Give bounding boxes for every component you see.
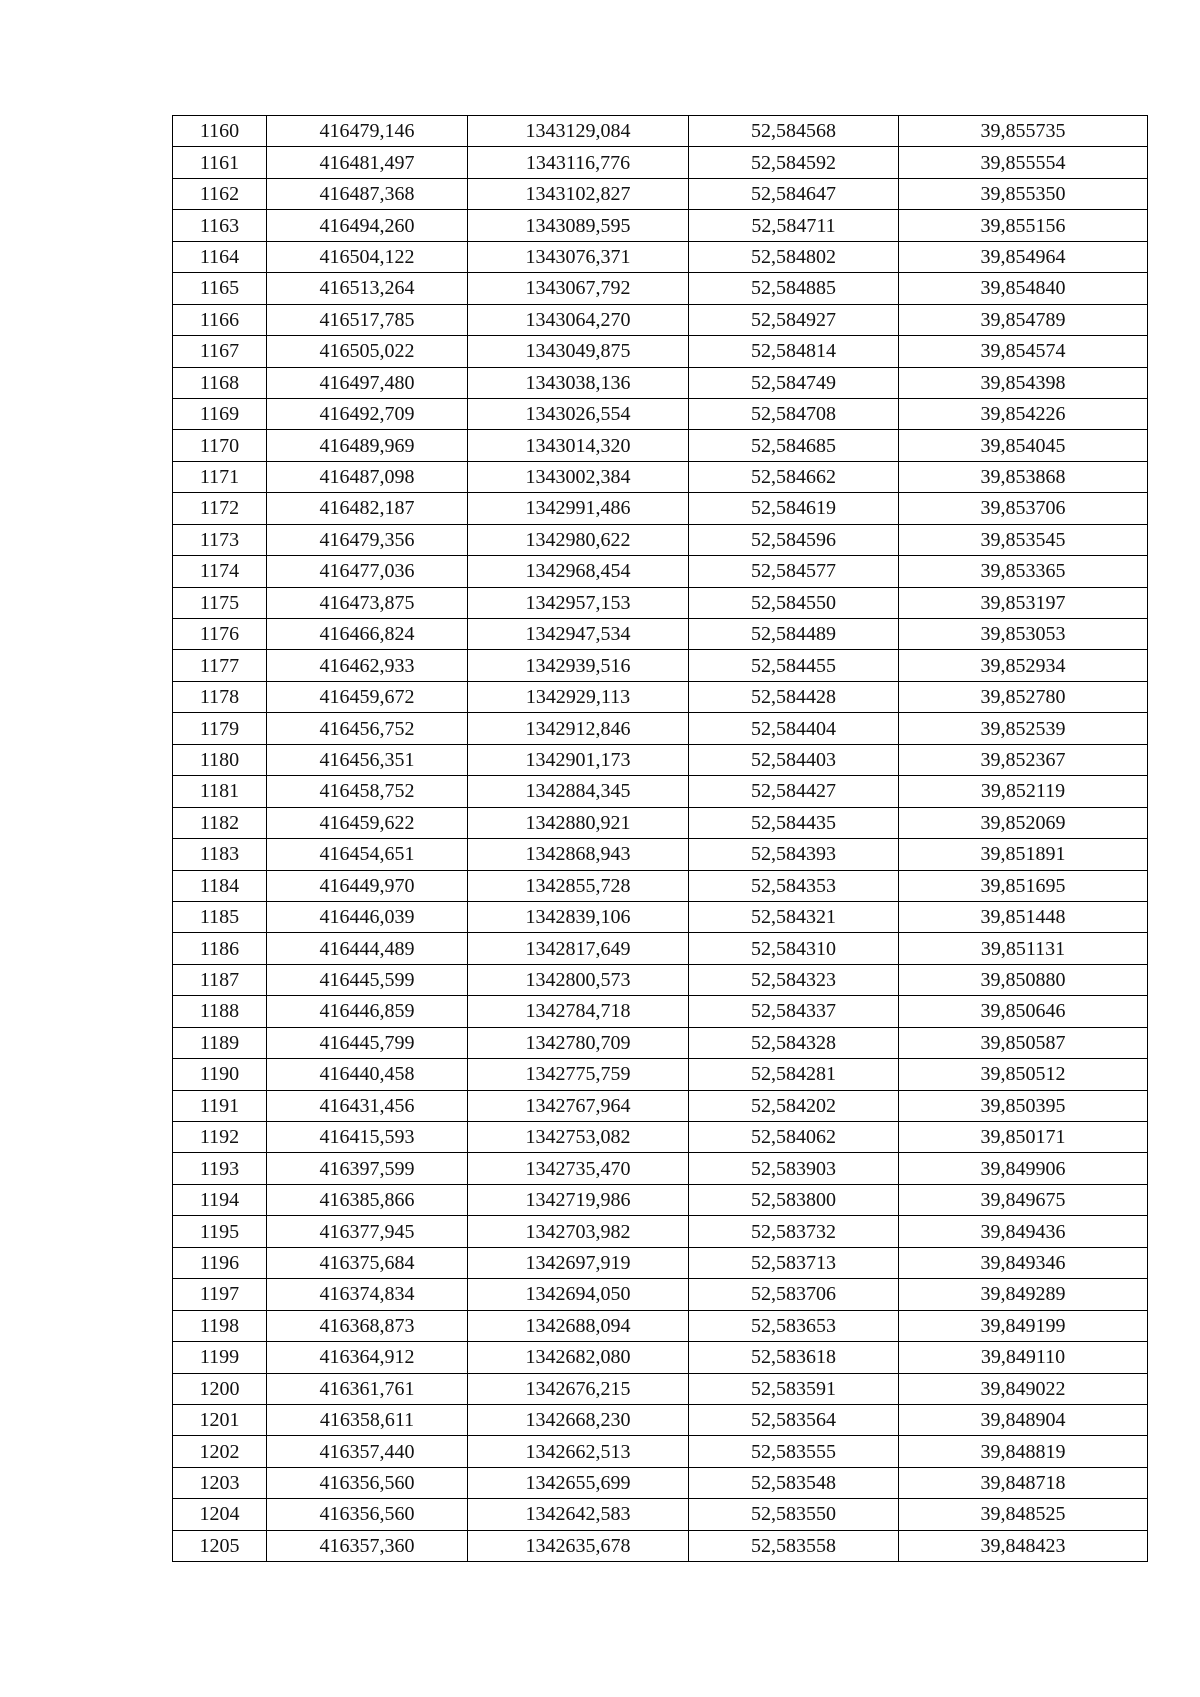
x-coordinate-cell: 416466,824 bbox=[267, 619, 468, 650]
point-number-cell: 1184 bbox=[173, 870, 267, 901]
latitude-cell: 52,584647 bbox=[689, 178, 899, 209]
point-number-cell: 1192 bbox=[173, 1122, 267, 1153]
point-number-cell: 1177 bbox=[173, 650, 267, 681]
longitude-cell: 39,853545 bbox=[899, 524, 1148, 555]
table-row bbox=[173, 336, 1148, 367]
latitude-cell: 52,584435 bbox=[689, 807, 899, 838]
longitude-cell: 39,853365 bbox=[899, 556, 1148, 587]
table-row bbox=[173, 1027, 1148, 1058]
coordinates-table bbox=[172, 115, 1148, 1562]
longitude-cell: 39,853868 bbox=[899, 461, 1148, 492]
table-row bbox=[173, 147, 1148, 178]
table-row bbox=[173, 776, 1148, 807]
x-coordinate-cell: 416446,859 bbox=[267, 996, 468, 1027]
point-number-cell: 1203 bbox=[173, 1467, 267, 1498]
table-row bbox=[173, 493, 1148, 524]
longitude-cell: 39,852069 bbox=[899, 807, 1148, 838]
y-coordinate-cell: 1342884,345 bbox=[468, 776, 689, 807]
x-coordinate-cell: 416446,039 bbox=[267, 901, 468, 932]
y-coordinate-cell: 1342775,759 bbox=[468, 1059, 689, 1090]
table-row bbox=[173, 807, 1148, 838]
longitude-cell: 39,849199 bbox=[899, 1310, 1148, 1341]
y-coordinate-cell: 1343102,827 bbox=[468, 178, 689, 209]
y-coordinate-cell: 1342697,919 bbox=[468, 1247, 689, 1278]
latitude-cell: 52,584281 bbox=[689, 1059, 899, 1090]
longitude-cell: 39,854226 bbox=[899, 398, 1148, 429]
point-number-cell: 1181 bbox=[173, 776, 267, 807]
longitude-cell: 39,849675 bbox=[899, 1184, 1148, 1215]
y-coordinate-cell: 1342703,982 bbox=[468, 1216, 689, 1247]
point-number-cell: 1172 bbox=[173, 493, 267, 524]
table-row bbox=[173, 304, 1148, 335]
latitude-cell: 52,583555 bbox=[689, 1436, 899, 1467]
y-coordinate-cell: 1343076,371 bbox=[468, 241, 689, 272]
coordinates-table-body bbox=[173, 116, 1148, 1562]
y-coordinate-cell: 1342968,454 bbox=[468, 556, 689, 587]
latitude-cell: 52,584328 bbox=[689, 1027, 899, 1058]
table-row bbox=[173, 996, 1148, 1027]
point-number-cell: 1189 bbox=[173, 1027, 267, 1058]
latitude-cell: 52,584353 bbox=[689, 870, 899, 901]
x-coordinate-cell: 416415,593 bbox=[267, 1122, 468, 1153]
y-coordinate-cell: 1342929,113 bbox=[468, 681, 689, 712]
x-coordinate-cell: 416489,969 bbox=[267, 430, 468, 461]
latitude-cell: 52,584592 bbox=[689, 147, 899, 178]
point-number-cell: 1185 bbox=[173, 901, 267, 932]
table-row bbox=[173, 619, 1148, 650]
table-row bbox=[173, 116, 1148, 147]
y-coordinate-cell: 1342655,699 bbox=[468, 1467, 689, 1498]
x-coordinate-cell: 416458,752 bbox=[267, 776, 468, 807]
latitude-cell: 52,584337 bbox=[689, 996, 899, 1027]
longitude-cell: 39,852780 bbox=[899, 681, 1148, 712]
latitude-cell: 52,584062 bbox=[689, 1122, 899, 1153]
table-row bbox=[173, 430, 1148, 461]
x-coordinate-cell: 416479,146 bbox=[267, 116, 468, 147]
point-number-cell: 1180 bbox=[173, 744, 267, 775]
x-coordinate-cell: 416481,497 bbox=[267, 147, 468, 178]
point-number-cell: 1188 bbox=[173, 996, 267, 1027]
y-coordinate-cell: 1343038,136 bbox=[468, 367, 689, 398]
y-coordinate-cell: 1342901,173 bbox=[468, 744, 689, 775]
y-coordinate-cell: 1343014,320 bbox=[468, 430, 689, 461]
latitude-cell: 52,584403 bbox=[689, 744, 899, 775]
point-number-cell: 1193 bbox=[173, 1153, 267, 1184]
x-coordinate-cell: 416357,440 bbox=[267, 1436, 468, 1467]
point-number-cell: 1194 bbox=[173, 1184, 267, 1215]
latitude-cell: 52,583558 bbox=[689, 1530, 899, 1561]
latitude-cell: 52,584393 bbox=[689, 839, 899, 870]
x-coordinate-cell: 416356,560 bbox=[267, 1467, 468, 1498]
table-row bbox=[173, 681, 1148, 712]
x-coordinate-cell: 416494,260 bbox=[267, 210, 468, 241]
latitude-cell: 52,583800 bbox=[689, 1184, 899, 1215]
point-number-cell: 1195 bbox=[173, 1216, 267, 1247]
y-coordinate-cell: 1342800,573 bbox=[468, 964, 689, 995]
longitude-cell: 39,849289 bbox=[899, 1279, 1148, 1310]
x-coordinate-cell: 416440,458 bbox=[267, 1059, 468, 1090]
y-coordinate-cell: 1343064,270 bbox=[468, 304, 689, 335]
point-number-cell: 1182 bbox=[173, 807, 267, 838]
table-row bbox=[173, 367, 1148, 398]
latitude-cell: 52,584814 bbox=[689, 336, 899, 367]
point-number-cell: 1190 bbox=[173, 1059, 267, 1090]
longitude-cell: 39,855350 bbox=[899, 178, 1148, 209]
x-coordinate-cell: 416375,684 bbox=[267, 1247, 468, 1278]
y-coordinate-cell: 1342676,215 bbox=[468, 1373, 689, 1404]
latitude-cell: 52,584596 bbox=[689, 524, 899, 555]
latitude-cell: 52,584310 bbox=[689, 933, 899, 964]
latitude-cell: 52,583653 bbox=[689, 1310, 899, 1341]
longitude-cell: 39,853197 bbox=[899, 587, 1148, 618]
table-row bbox=[173, 713, 1148, 744]
point-number-cell: 1202 bbox=[173, 1436, 267, 1467]
table-row bbox=[173, 1090, 1148, 1121]
x-coordinate-cell: 416473,875 bbox=[267, 587, 468, 618]
table-row bbox=[173, 1342, 1148, 1373]
x-coordinate-cell: 416374,834 bbox=[267, 1279, 468, 1310]
y-coordinate-cell: 1342839,106 bbox=[468, 901, 689, 932]
x-coordinate-cell: 416445,799 bbox=[267, 1027, 468, 1058]
longitude-cell: 39,849346 bbox=[899, 1247, 1148, 1278]
table-row bbox=[173, 1530, 1148, 1561]
longitude-cell: 39,855156 bbox=[899, 210, 1148, 241]
latitude-cell: 52,584577 bbox=[689, 556, 899, 587]
latitude-cell: 52,583903 bbox=[689, 1153, 899, 1184]
table-row bbox=[173, 1436, 1148, 1467]
point-number-cell: 1178 bbox=[173, 681, 267, 712]
y-coordinate-cell: 1342880,921 bbox=[468, 807, 689, 838]
longitude-cell: 39,850646 bbox=[899, 996, 1148, 1027]
longitude-cell: 39,852934 bbox=[899, 650, 1148, 681]
table-row bbox=[173, 1373, 1148, 1404]
longitude-cell: 39,848718 bbox=[899, 1467, 1148, 1498]
table-row bbox=[173, 556, 1148, 587]
longitude-cell: 39,853053 bbox=[899, 619, 1148, 650]
y-coordinate-cell: 1342688,094 bbox=[468, 1310, 689, 1341]
y-coordinate-cell: 1343089,595 bbox=[468, 210, 689, 241]
x-coordinate-cell: 416497,480 bbox=[267, 367, 468, 398]
x-coordinate-cell: 416364,912 bbox=[267, 1342, 468, 1373]
y-coordinate-cell: 1343026,554 bbox=[468, 398, 689, 429]
point-number-cell: 1170 bbox=[173, 430, 267, 461]
table-row bbox=[173, 587, 1148, 618]
point-number-cell: 1163 bbox=[173, 210, 267, 241]
longitude-cell: 39,850395 bbox=[899, 1090, 1148, 1121]
longitude-cell: 39,848904 bbox=[899, 1404, 1148, 1435]
table-row bbox=[173, 461, 1148, 492]
point-number-cell: 1169 bbox=[173, 398, 267, 429]
y-coordinate-cell: 1342991,486 bbox=[468, 493, 689, 524]
table-row bbox=[173, 1247, 1148, 1278]
point-number-cell: 1204 bbox=[173, 1499, 267, 1530]
longitude-cell: 39,852539 bbox=[899, 713, 1148, 744]
y-coordinate-cell: 1342642,583 bbox=[468, 1499, 689, 1530]
latitude-cell: 52,584885 bbox=[689, 273, 899, 304]
x-coordinate-cell: 416456,752 bbox=[267, 713, 468, 744]
longitude-cell: 39,854789 bbox=[899, 304, 1148, 335]
latitude-cell: 52,584802 bbox=[689, 241, 899, 272]
x-coordinate-cell: 416368,873 bbox=[267, 1310, 468, 1341]
longitude-cell: 39,850512 bbox=[899, 1059, 1148, 1090]
x-coordinate-cell: 416482,187 bbox=[267, 493, 468, 524]
x-coordinate-cell: 416377,945 bbox=[267, 1216, 468, 1247]
latitude-cell: 52,583706 bbox=[689, 1279, 899, 1310]
x-coordinate-cell: 416454,651 bbox=[267, 839, 468, 870]
point-number-cell: 1186 bbox=[173, 933, 267, 964]
longitude-cell: 39,850171 bbox=[899, 1122, 1148, 1153]
point-number-cell: 1191 bbox=[173, 1090, 267, 1121]
longitude-cell: 39,851131 bbox=[899, 933, 1148, 964]
longitude-cell: 39,849436 bbox=[899, 1216, 1148, 1247]
longitude-cell: 39,854398 bbox=[899, 367, 1148, 398]
point-number-cell: 1174 bbox=[173, 556, 267, 587]
latitude-cell: 52,583713 bbox=[689, 1247, 899, 1278]
longitude-cell: 39,850587 bbox=[899, 1027, 1148, 1058]
point-number-cell: 1198 bbox=[173, 1310, 267, 1341]
table-row bbox=[173, 901, 1148, 932]
latitude-cell: 52,583548 bbox=[689, 1467, 899, 1498]
y-coordinate-cell: 1342682,080 bbox=[468, 1342, 689, 1373]
table-row bbox=[173, 1216, 1148, 1247]
table-row bbox=[173, 273, 1148, 304]
x-coordinate-cell: 416459,622 bbox=[267, 807, 468, 838]
latitude-cell: 52,584711 bbox=[689, 210, 899, 241]
x-coordinate-cell: 416361,761 bbox=[267, 1373, 468, 1404]
longitude-cell: 39,854045 bbox=[899, 430, 1148, 461]
latitude-cell: 52,584927 bbox=[689, 304, 899, 335]
x-coordinate-cell: 416487,368 bbox=[267, 178, 468, 209]
y-coordinate-cell: 1342980,622 bbox=[468, 524, 689, 555]
longitude-cell: 39,849906 bbox=[899, 1153, 1148, 1184]
point-number-cell: 1187 bbox=[173, 964, 267, 995]
longitude-cell: 39,855554 bbox=[899, 147, 1148, 178]
longitude-cell: 39,852367 bbox=[899, 744, 1148, 775]
latitude-cell: 52,584662 bbox=[689, 461, 899, 492]
longitude-cell: 39,852119 bbox=[899, 776, 1148, 807]
y-coordinate-cell: 1342780,709 bbox=[468, 1027, 689, 1058]
latitude-cell: 52,583550 bbox=[689, 1499, 899, 1530]
table-row bbox=[173, 1404, 1148, 1435]
y-coordinate-cell: 1342868,943 bbox=[468, 839, 689, 870]
latitude-cell: 52,584321 bbox=[689, 901, 899, 932]
latitude-cell: 52,583732 bbox=[689, 1216, 899, 1247]
longitude-cell: 39,851448 bbox=[899, 901, 1148, 932]
point-number-cell: 1201 bbox=[173, 1404, 267, 1435]
y-coordinate-cell: 1343129,084 bbox=[468, 116, 689, 147]
longitude-cell: 39,854964 bbox=[899, 241, 1148, 272]
x-coordinate-cell: 416479,356 bbox=[267, 524, 468, 555]
x-coordinate-cell: 416487,098 bbox=[267, 461, 468, 492]
x-coordinate-cell: 416505,022 bbox=[267, 336, 468, 367]
table-row bbox=[173, 178, 1148, 209]
point-number-cell: 1173 bbox=[173, 524, 267, 555]
x-coordinate-cell: 416449,970 bbox=[267, 870, 468, 901]
table-row bbox=[173, 398, 1148, 429]
y-coordinate-cell: 1342784,718 bbox=[468, 996, 689, 1027]
x-coordinate-cell: 416356,560 bbox=[267, 1499, 468, 1530]
x-coordinate-cell: 416431,456 bbox=[267, 1090, 468, 1121]
latitude-cell: 52,584202 bbox=[689, 1090, 899, 1121]
table-row bbox=[173, 210, 1148, 241]
y-coordinate-cell: 1342668,230 bbox=[468, 1404, 689, 1435]
y-coordinate-cell: 1343116,776 bbox=[468, 147, 689, 178]
table-row bbox=[173, 1279, 1148, 1310]
x-coordinate-cell: 416445,599 bbox=[267, 964, 468, 995]
point-number-cell: 1161 bbox=[173, 147, 267, 178]
point-number-cell: 1164 bbox=[173, 241, 267, 272]
longitude-cell: 39,848819 bbox=[899, 1436, 1148, 1467]
table-row bbox=[173, 650, 1148, 681]
longitude-cell: 39,853706 bbox=[899, 493, 1148, 524]
y-coordinate-cell: 1343049,875 bbox=[468, 336, 689, 367]
table-row bbox=[173, 839, 1148, 870]
longitude-cell: 39,849022 bbox=[899, 1373, 1148, 1404]
y-coordinate-cell: 1342912,846 bbox=[468, 713, 689, 744]
latitude-cell: 52,584489 bbox=[689, 619, 899, 650]
y-coordinate-cell: 1342855,728 bbox=[468, 870, 689, 901]
longitude-cell: 39,855735 bbox=[899, 116, 1148, 147]
x-coordinate-cell: 416357,360 bbox=[267, 1530, 468, 1561]
table-row bbox=[173, 744, 1148, 775]
x-coordinate-cell: 416462,933 bbox=[267, 650, 468, 681]
point-number-cell: 1197 bbox=[173, 1279, 267, 1310]
x-coordinate-cell: 416397,599 bbox=[267, 1153, 468, 1184]
x-coordinate-cell: 416492,709 bbox=[267, 398, 468, 429]
point-number-cell: 1175 bbox=[173, 587, 267, 618]
latitude-cell: 52,584619 bbox=[689, 493, 899, 524]
point-number-cell: 1205 bbox=[173, 1530, 267, 1561]
x-coordinate-cell: 416358,611 bbox=[267, 1404, 468, 1435]
longitude-cell: 39,851695 bbox=[899, 870, 1148, 901]
y-coordinate-cell: 1342947,534 bbox=[468, 619, 689, 650]
y-coordinate-cell: 1342635,678 bbox=[468, 1530, 689, 1561]
y-coordinate-cell: 1343067,792 bbox=[468, 273, 689, 304]
latitude-cell: 52,583618 bbox=[689, 1342, 899, 1373]
x-coordinate-cell: 416477,036 bbox=[267, 556, 468, 587]
table-row bbox=[173, 1153, 1148, 1184]
point-number-cell: 1160 bbox=[173, 116, 267, 147]
table-row bbox=[173, 933, 1148, 964]
y-coordinate-cell: 1342719,986 bbox=[468, 1184, 689, 1215]
table-row bbox=[173, 1310, 1148, 1341]
point-number-cell: 1176 bbox=[173, 619, 267, 650]
y-coordinate-cell: 1342939,516 bbox=[468, 650, 689, 681]
point-number-cell: 1171 bbox=[173, 461, 267, 492]
latitude-cell: 52,584550 bbox=[689, 587, 899, 618]
x-coordinate-cell: 416459,672 bbox=[267, 681, 468, 712]
latitude-cell: 52,584685 bbox=[689, 430, 899, 461]
table-row bbox=[173, 1184, 1148, 1215]
longitude-cell: 39,851891 bbox=[899, 839, 1148, 870]
table-row bbox=[173, 1499, 1148, 1530]
point-number-cell: 1196 bbox=[173, 1247, 267, 1278]
longitude-cell: 39,854840 bbox=[899, 273, 1148, 304]
latitude-cell: 52,584708 bbox=[689, 398, 899, 429]
latitude-cell: 52,584749 bbox=[689, 367, 899, 398]
point-number-cell: 1162 bbox=[173, 178, 267, 209]
longitude-cell: 39,850880 bbox=[899, 964, 1148, 995]
y-coordinate-cell: 1342957,153 bbox=[468, 587, 689, 618]
x-coordinate-cell: 416385,866 bbox=[267, 1184, 468, 1215]
latitude-cell: 52,583591 bbox=[689, 1373, 899, 1404]
latitude-cell: 52,584404 bbox=[689, 713, 899, 744]
y-coordinate-cell: 1342735,470 bbox=[468, 1153, 689, 1184]
table-row bbox=[173, 1122, 1148, 1153]
table-row bbox=[173, 1059, 1148, 1090]
y-coordinate-cell: 1342753,082 bbox=[468, 1122, 689, 1153]
table-row bbox=[173, 1467, 1148, 1498]
point-number-cell: 1183 bbox=[173, 839, 267, 870]
x-coordinate-cell: 416517,785 bbox=[267, 304, 468, 335]
longitude-cell: 39,854574 bbox=[899, 336, 1148, 367]
y-coordinate-cell: 1342694,050 bbox=[468, 1279, 689, 1310]
x-coordinate-cell: 416504,122 bbox=[267, 241, 468, 272]
x-coordinate-cell: 416444,489 bbox=[267, 933, 468, 964]
table-row bbox=[173, 524, 1148, 555]
latitude-cell: 52,583564 bbox=[689, 1404, 899, 1435]
latitude-cell: 52,584568 bbox=[689, 116, 899, 147]
x-coordinate-cell: 416513,264 bbox=[267, 273, 468, 304]
point-number-cell: 1167 bbox=[173, 336, 267, 367]
longitude-cell: 39,848525 bbox=[899, 1499, 1148, 1530]
x-coordinate-cell: 416456,351 bbox=[267, 744, 468, 775]
point-number-cell: 1168 bbox=[173, 367, 267, 398]
point-number-cell: 1200 bbox=[173, 1373, 267, 1404]
y-coordinate-cell: 1342662,513 bbox=[468, 1436, 689, 1467]
point-number-cell: 1199 bbox=[173, 1342, 267, 1373]
y-coordinate-cell: 1342767,964 bbox=[468, 1090, 689, 1121]
table-row bbox=[173, 964, 1148, 995]
y-coordinate-cell: 1342817,649 bbox=[468, 933, 689, 964]
longitude-cell: 39,848423 bbox=[899, 1530, 1148, 1561]
point-number-cell: 1166 bbox=[173, 304, 267, 335]
point-number-cell: 1165 bbox=[173, 273, 267, 304]
point-number-cell: 1179 bbox=[173, 713, 267, 744]
latitude-cell: 52,584428 bbox=[689, 681, 899, 712]
table-row bbox=[173, 241, 1148, 272]
y-coordinate-cell: 1343002,384 bbox=[468, 461, 689, 492]
table-row bbox=[173, 870, 1148, 901]
latitude-cell: 52,584455 bbox=[689, 650, 899, 681]
latitude-cell: 52,584427 bbox=[689, 776, 899, 807]
latitude-cell: 52,584323 bbox=[689, 964, 899, 995]
longitude-cell: 39,849110 bbox=[899, 1342, 1148, 1373]
